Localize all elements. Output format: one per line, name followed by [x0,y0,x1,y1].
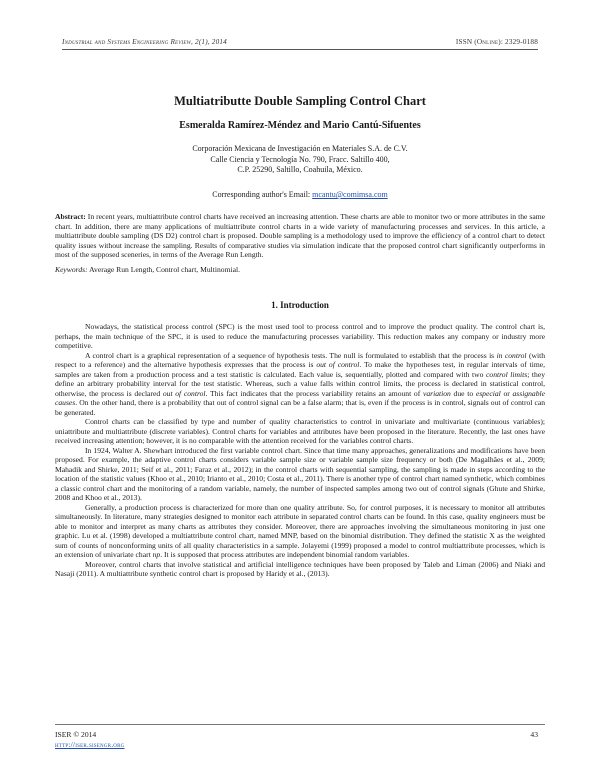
paper-title: Multiatributte Double Sampling Control Chart [174,94,426,108]
abstract-label: Abstract: [55,212,86,221]
journal-url-link[interactable]: http://iser.sisengr.org [55,740,125,749]
paragraph: In 1924, Walter A. Shewhart introduced the first variable control chart. Since that time many approaches, generalizations and modifications have been proposed. For example, the adaptive control charts considers variable sample size or variable sample size frequency or both (De Magalhães et al., 2009; Mahadik and Shirke, 2011; Seif et al., 2011; Faraz et al., 2012); in the control charts with sequential sampling, the sampling is made in steps according to the location of the statistic values (Khoo et al., 2010; Irianto et al., 2010; Costa et al., 2011). There is another type of control chart named synthetic, which combines a classic control chart and the monitoring of a random variable, namely, the number of inspected samples among two out of control signals (Ghute and Shirke, 2008 and Khoo et al., 2013). [55,445,545,502]
keywords [55,265,545,274]
paragraph: A control chart is a graphical representation of a sequence of hypothesis tests. The null is formulated to establish that the process is in control (with respect to a reference) and the alternative hypothesis expresses that the process is out of control. To make the hypotheses test, in regular intervals of time, samples are taken from a production process and a test statistic is calculated. Each value is, sequentially, plotted and compared with two control limits; they define an arbitrary probability interval for the test statistic. Whereas, such a value falls within control limits, the process is declared in statistical control, otherwise, the process is declared out of control. This fact indicates that the process variability retains an amount of variation due to especial or assignable causes. On the other hand, there is a probability that out of control signal can be a false alarm; that is, even if the process is in control, signals out of control can be generated. [55,350,545,417]
page-number: 43 [530,730,538,739]
affiliation-line: C.P. 25290, Saltillo, Coahuila, México. [237,165,363,175]
journal-citation: Industrial and Systems Engineering Review, 2(1), 2014 [62,38,227,46]
abstract [55,212,545,260]
copyright: ISER © 2014 [55,730,97,739]
keywords-text: Average Run Length, Control chart, Multinomial. [87,265,240,274]
author-list: Esmeralda Ramírez-Méndez and Mario Cantú-Sifuentes [179,120,421,131]
paragraph: Generally, a production process is characterized for more than one quality attribute. So, for control purposes, it is necessary to monitor all attributes simultaneously. In literature, many strategies designed to monitor each attribute in separated control charts can be found. In this case, quality engineers must be able to monitor and interpret as many charts as attributes they consider. Moreover, there are approaches involving the simultaneous monitoring in just one graphic. Lu et al. (1998) developed a multiattribute control chart, named MNP, based on the binomial distribution. They defined the statistic X as the weighted sum of counts of nonconforming units of all quality characteristics in a sample. Jolayemi (1999) proposed a model to control multiattribute processes, which is an extension of univariate chart np. It is supposed that process attributes are independent binomial random variables. [55,502,545,559]
corresponding-label: Corresponding author's Email: [212,190,313,199]
paragraph: Nowadays, the statistical process control (SPC) is the most used tool to process control and to improve the product quality. The control chart is, perhaps, the main technique of the SPC, it is used to reduce the manufacturing processes variability. This reduction makes any company or industry more competitive. [55,322,545,350]
affiliation-line: Calle Ciencia y Tecnología No. 790, Fracc. Saltillo 400, [210,154,390,164]
issn: ISSN (Online): 2329-0188 [455,38,538,46]
header-divider [62,49,538,50]
affiliation [62,144,538,176]
section-heading-introduction: 1. Introduction [271,300,329,310]
paragraph: Moreover, control charts that involve statistical and artificial intelligence techniques have been proposed by Taleb and Liman (2006) and Niaki and Nasaji (2011). A multiattribute synthetic control chart is proposed by Haridy et al., (2013). [55,559,545,578]
footer-left [55,730,124,750]
author-email-link[interactable]: mcantu@comimsa.com [312,190,388,199]
footer-divider [55,724,545,725]
introduction-body [55,322,545,579]
abstract-text: In recent years, multiattribute control charts have received an increasing attention. These charts are able to monitor two or more attributes in the same chart. In addition, there are many applications of multiattribute control charts in a wide variety of manufacturing processes and services. In this article, a multiattribute double sampling (DS D2) control chart is proposed. Double sampling is a methodology used to improve the efficiency of a control chart to detect quality issues without increase the sampling. Results of comparative studies via simulation indicate that the proposed control chart significantly outperforms in most of the supposed sceneries, in terms of the Average Run Length. [55,212,545,260]
paragraph: Control charts can be classified by type and number of quality characteristics to control in univariate and multivariate (continuous variables); uniattribute and multiattribute (discrete variables). Control charts for variables and attributes have been proposed in the literature. Recently, the last ones have received increasing attention; however, it is no comparable with the attention received for the variables control charts. [55,417,545,445]
corresponding-author [62,190,538,199]
keywords-label: Keywords: [55,265,88,274]
affiliation-line: Corporación Mexicana de Investigación en Materiales S.A. de C.V. [192,144,408,153]
